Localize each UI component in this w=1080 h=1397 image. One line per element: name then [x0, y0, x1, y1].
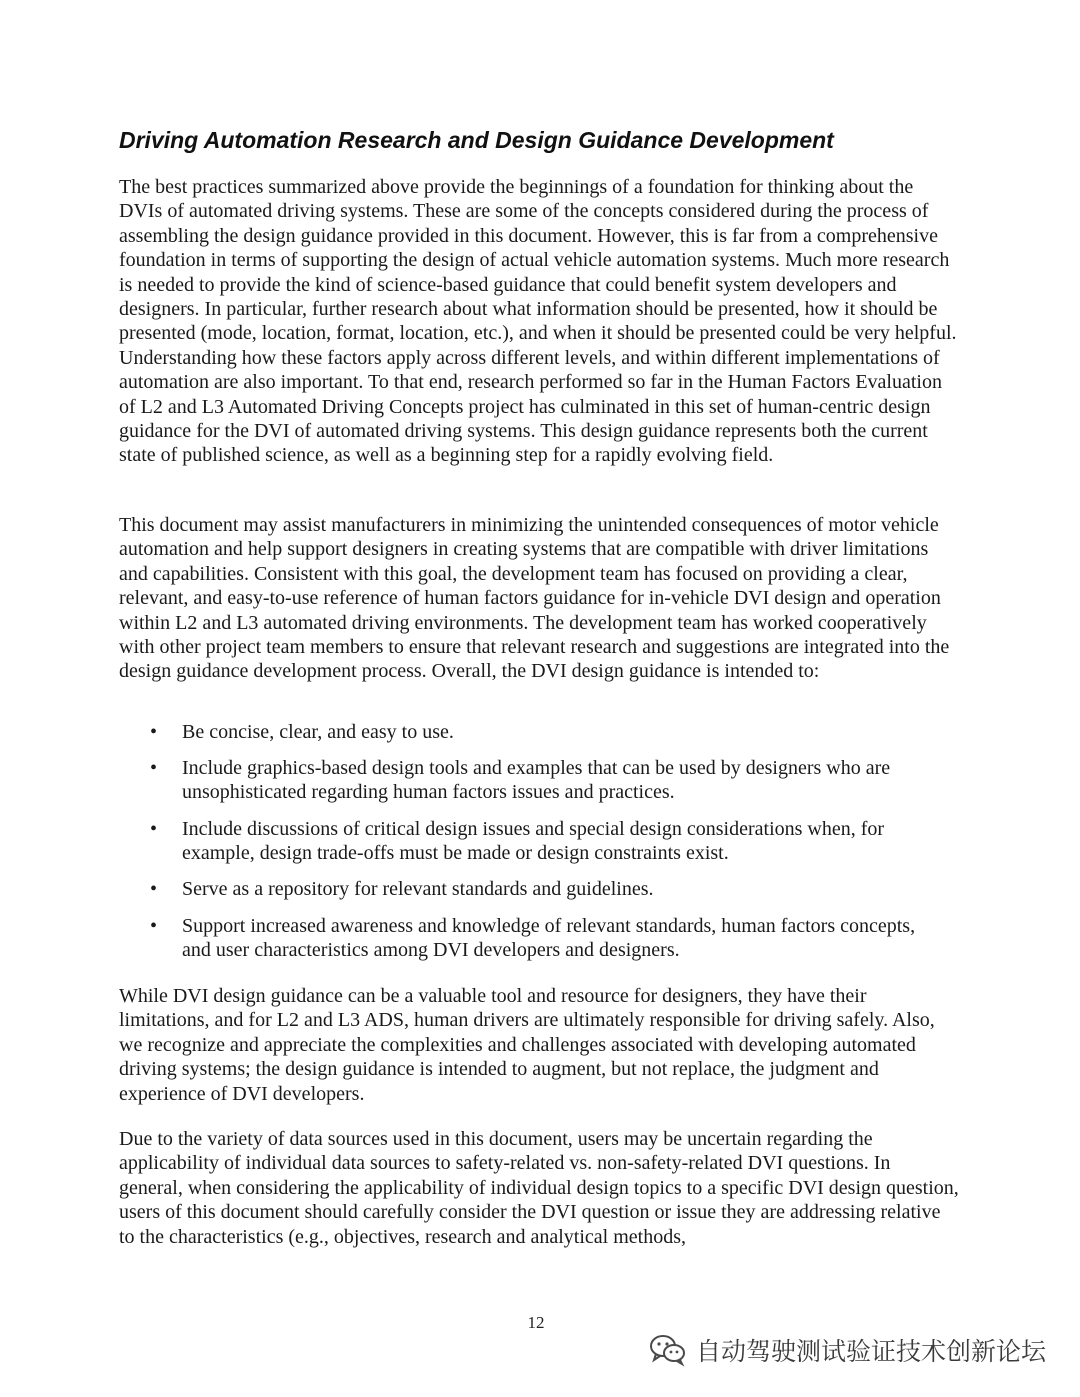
page-number: 12 [527, 1313, 545, 1332]
paragraph-best-practices: The best practices summarized above provide the beginnings of a foundation for thinking about the DVIs of automated driving systems. These are some of the concepts considered during the process of assembling the design guidance provided in this document. However, this is far from a comprehensive foundation in terms of supporting the design of actual vehicle automation systems. Much more research is needed to provide the kind of science-based guidance that could benefit system developers and designers. In particular, further research about what information should be presented, how it should be presented (mode, location, format, location, etc.), and when it should be presented could be very helpful. Understanding how these factors apply across different levels, and within different implementations of automation are also important. To that end, research performed so far in the Human Factors Evaluation of L2 and L3 Automated Driving Concepts project has culminated in this set of human-centric design guidance for the DVI of automated driving systems. This design guidance represents both the current state of published science, as well as a beginning step for a rapidly evolving field. [119, 176, 957, 467]
paragraph-limitations: While DVI design guidance can be a valuable tool and resource for designers, they have their limitations, and for L2 and L3 ADS, human drivers are ultimately responsible for driving safely. Also, we recognize and appreciate the complexities and challenges associated with developing automated driving systems; the design guidance is intended to augment, but not replace, the judgment and experience of DVI developers. [119, 985, 935, 1105]
watermark-text: 自动驾驶测试验证技术创新论坛 [695, 1337, 1046, 1366]
bullet-icon: • [150, 721, 158, 743]
paragraph-data-sources: Due to the variety of data sources used in this document, users may be uncertain regarding the applicability of individual data sources to safety-related vs. non-safety-related DVI questions. In general, when considering the applicability of individual design topics to a specific DVI design question, users of this document should carefully consider the DVI question or issue they are addressing relative to the characteristics (e.g., objectives, research and analytical methods, [119, 1128, 959, 1248]
list-item-text: Include graphics-based design tools and examples that can be used by designers who are unsophisticated regarding human factors issues and practices. [182, 757, 891, 804]
bullet-icon: • [150, 915, 158, 937]
list-item-text: Include discussions of critical design issues and special design considerations when, for example, design trade-offs must be made or design constraints exist. [182, 818, 885, 865]
bullet-icon: • [150, 818, 158, 840]
section-heading: Driving Automation Research and Design Guidance Development [119, 127, 834, 153]
list-item-text: Be concise, clear, and easy to use. [182, 721, 454, 743]
bullet-icon: • [150, 878, 158, 900]
watermark [648, 1330, 1046, 1370]
list-item-text: Serve as a repository for relevant standards and guidelines. [182, 878, 654, 900]
wechat-icon [648, 1333, 688, 1367]
paragraph-document-purpose: This document may assist manufacturers in minimizing the unintended consequences of motor vehicle automation and help support designers in creating systems that are compatible with driver limitations and capabilities. Consistent with this goal, the development team has focused on providing a clear, relevant, and easy-to-use reference of human factors guidance for in-vehicle DVI design and operation within L2 and L3 automated driving environments. The development team has worked cooperatively with other project team members to ensure that relevant research and suggestions are integrated into the design guidance development process. Overall, the DVI design guidance is intended to: [119, 514, 950, 683]
list-item-text: Support increased awareness and knowledge of relevant standards, human factors concepts, and user characteristics among DVI developers and designers. [182, 915, 916, 962]
bullet-icon: • [150, 757, 158, 779]
